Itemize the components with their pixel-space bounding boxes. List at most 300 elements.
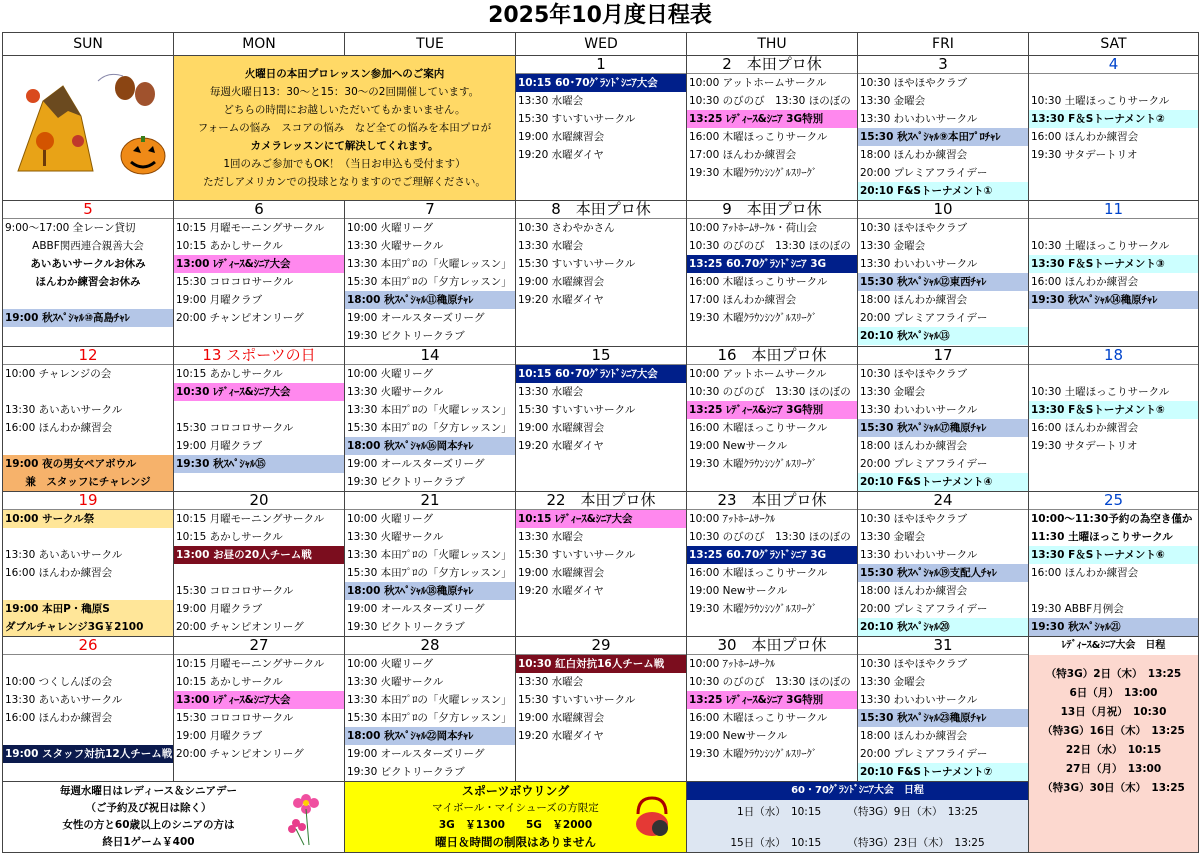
event: 17:00 ほんわか練習会: [689, 294, 797, 306]
event: 15:30 コロコロサークル: [176, 712, 294, 724]
day-cell: [516, 56, 687, 201]
event: 15:30 秋ｽﾍﾟｼｬﾙ⑰穐原ﾁｬﾚ: [858, 419, 1028, 437]
day-cell: [687, 347, 858, 492]
event: 19:00 夜の男女ペアボウル: [3, 455, 173, 473]
footer-line: 毎週水曜日はレディース＆シニアデー: [59, 785, 238, 797]
sports-line: マイボール・マイシューズの方限定: [432, 802, 599, 814]
event: 16:00 ほんわか練習会: [1031, 422, 1139, 434]
event: 13:25 60.70ｸﾞﾗﾝﾄﾞｼﾆｱ 3G: [687, 255, 857, 273]
event: 16:00 ほんわか練習会: [1031, 131, 1139, 143]
event: [1029, 219, 1198, 237]
event: 13:30 火曜サークル: [347, 386, 444, 398]
event: [3, 383, 173, 401]
event: 10:30 のびのび 13:30 ほのぼの: [689, 676, 851, 688]
day-number: 7: [345, 201, 515, 219]
event: 10:15 あかしサークル: [176, 240, 283, 252]
day-cell: [858, 347, 1029, 492]
event: 13:30 わいわいサークル: [860, 404, 978, 416]
day-number: 21: [345, 492, 515, 510]
event: 19:30 ビクトリークラブ: [347, 330, 465, 342]
notice-line: ただしアメリカンでの投球となりますのでご理解ください。: [203, 176, 486, 188]
day-number: 19: [3, 492, 173, 510]
weekday-wed: WED: [516, 33, 687, 56]
event: 19:00 オールスターズリーグ: [347, 458, 485, 470]
day-cell: [516, 637, 687, 782]
event: 13:30 火曜サークル: [347, 531, 444, 543]
ladies-schedule-title: ﾚﾃﾞｨｰｽ&ｼﾆｱ大会 日程: [1029, 637, 1198, 655]
day-number: 11: [1029, 201, 1198, 219]
footer-line: 終日1ゲーム￥400: [102, 836, 195, 848]
event: 11:30 土曜ほっこりサークル: [1031, 531, 1173, 543]
event: 20:10 F&Sトーナメント①: [858, 182, 1028, 200]
event: 10:00 火曜リーグ: [347, 368, 434, 380]
day-cell: [345, 637, 516, 782]
day-cell: [516, 492, 687, 637]
event: 10:15 60･70ｸﾞﾗﾝﾄﾞｼﾆｱ大会: [516, 365, 686, 383]
event: 13:30 本田ﾌﾟﾛの「火曜レッスン」: [347, 549, 512, 561]
day-number: 12: [3, 347, 173, 365]
event: 13:30 わいわいサークル: [860, 549, 978, 561]
notice-line: どちらの時間にお越しいただいてもかまいません。: [223, 104, 466, 116]
week-row-4: [3, 492, 1199, 637]
day-cell: [858, 201, 1029, 347]
event: 18:00 秋ｽﾍﾟｼｬﾙ⑪穐原ﾁｬﾚ: [345, 291, 515, 309]
event: 19:00 本田P・穐原S: [3, 600, 173, 618]
event: 16:00 ほんわか練習会: [5, 567, 113, 579]
event: 19:30 ビクトリークラブ: [347, 476, 465, 488]
lesson-notice: [174, 56, 516, 201]
event: 20:00 チャンピオンリーグ: [176, 621, 304, 633]
event: 13:30 金曜会: [860, 531, 926, 543]
ladies-schedule-item: （特3G）16日（木） 13:25: [1042, 725, 1185, 737]
event: 13:30 本田ﾌﾟﾛの「火曜レッスン」: [347, 404, 512, 416]
ladies-schedule-item: 22日（水） 10:15: [1065, 744, 1162, 756]
event: 15:30 コロコロサークル: [176, 585, 294, 597]
page-title: 2025年10月度日程表: [488, 3, 712, 28]
event: 10:15 あかしサークル: [176, 531, 283, 543]
day-cell: [3, 201, 174, 347]
event: 19:30 ABBF月例会: [1031, 603, 1124, 615]
event: 18:00 ほんわか練習会: [860, 294, 968, 306]
event: [1029, 582, 1198, 600]
event: 10:15 あかしサークル: [176, 676, 283, 688]
sports-line: 曜日＆時間の制限はありません: [435, 835, 596, 849]
day-number: 26: [3, 637, 173, 655]
event: 18:00 ほんわか練習会: [860, 440, 968, 452]
event: 15:30 すいすいサークル: [518, 549, 636, 561]
event: 15:30 すいすいサークル: [518, 694, 636, 706]
notice-line: 火曜日の本田プロレッスン参加へのご案内: [244, 68, 445, 80]
event: 15:30 本田ﾌﾟﾛの「夕方レッスン」: [347, 567, 512, 579]
event: 10:30 さわやかさん: [518, 222, 615, 234]
event: 19:20 水曜ダイヤ: [518, 440, 604, 452]
autumn-mountain-icon: [3, 56, 173, 192]
event: ダブルチャレンジ3G￥2100: [3, 618, 173, 636]
day-cell: [858, 637, 1029, 782]
event: 10:00 火曜リーグ: [347, 513, 434, 525]
event: 13:25 60.70ｸﾞﾗﾝﾄﾞｼﾆｱ 3G: [687, 546, 857, 564]
event: ABBF関西連合親善大会: [32, 240, 144, 252]
event: 20:10 F&Sトーナメント④: [858, 473, 1028, 491]
event: 10:00 ｱｯﾄﾎｰﾑｻｰｸﾙ・荷山会: [689, 222, 818, 234]
event: [3, 528, 173, 546]
day-cell: [687, 637, 858, 782]
event: 10:30 のびのび 13:30 ほのぼの: [689, 240, 851, 252]
event: 13:30 F＆Sトーナメント②: [1029, 110, 1198, 128]
day-number: 6: [174, 201, 344, 219]
event: 20:10 秋ｽﾍﾟｼｬﾙ⑬: [858, 327, 1028, 345]
day-cell: [345, 492, 516, 637]
event: 13:30 火曜サークル: [347, 240, 444, 252]
day-number: 10: [858, 201, 1028, 219]
ladies-schedule-item: （特3G）30日（木） 13:25: [1042, 782, 1185, 794]
event: 19:30 秋ｽﾍﾟｼｬﾙ㉑: [1029, 618, 1198, 636]
event: 19:00 月曜クラブ: [176, 440, 263, 452]
day-cell: [1029, 492, 1199, 637]
day-number: 15: [516, 347, 686, 365]
weekday-sun: SUN: [3, 33, 174, 56]
event: 16:00 ほんわか練習会: [5, 712, 113, 724]
event: 10:00 火曜リーグ: [347, 658, 434, 670]
event: 13:30 F＆Sトーナメント⑥: [1029, 546, 1198, 564]
week-row-5: [3, 637, 1199, 782]
event: 10:30 ほやほやクラブ: [860, 368, 968, 380]
event: 10:15 月曜モーニングサークル: [176, 658, 325, 670]
event: 10:15 60･70ｸﾞﾗﾝﾄﾞｼﾆｱ大会: [516, 74, 686, 92]
day-cell: [1029, 56, 1199, 201]
event: 16:00 木曜ほっこりサークル: [689, 567, 828, 579]
event: 19:30 木曜ｸﾗｳﾝｼﾝｸﾞﾙｽﾘｰｸﾞ: [689, 312, 818, 324]
event: 10:30 のびのび 13:30 ほのぼの: [689, 531, 851, 543]
weekday-tue: TUE: [345, 33, 516, 56]
ladies-schedule-item: 6日（月） 13:00: [1069, 687, 1158, 699]
event: 13:30 水曜会: [518, 240, 584, 252]
ladies-schedule-item: 13日（月祝） 10:30: [1060, 706, 1167, 718]
event: あいあいサークルお休み: [30, 258, 146, 270]
event: 20:00 プレミアフライデー: [860, 748, 988, 760]
day-cell: [858, 492, 1029, 637]
event: 10:00 サークル祭: [3, 510, 173, 528]
day-number: 20: [174, 492, 344, 510]
event: [3, 655, 173, 673]
event: 10:30 ほやほやクラブ: [860, 658, 968, 670]
event: 19:30 サタデートリオ: [1031, 149, 1138, 161]
event: [3, 437, 173, 455]
day-cell: [3, 637, 174, 782]
event: 15:30 すいすいサークル: [518, 404, 636, 416]
day-number: 2 本田プロ休: [687, 56, 857, 74]
ladies-schedule-item: （特3G）2日（木） 13:25: [1045, 668, 1182, 680]
day-cell: [3, 347, 174, 492]
day-number: 13 スポーツの日: [174, 347, 344, 365]
event: 13:30 水曜会: [518, 95, 584, 107]
event: 13:25 ﾚﾃﾞｨｰｽ&ｼﾆｱ 3G特別: [687, 401, 857, 419]
event: 13:30 水曜会: [518, 531, 584, 543]
event: 15:30 秋ｽﾍﾟｼｬﾙ⑫東西ﾁｬﾚ: [858, 273, 1028, 291]
event: 13:30 あいあいサークル: [5, 549, 123, 561]
event: 19:20 水曜ダイヤ: [518, 730, 604, 742]
event: 15:30 コロコロサークル: [176, 422, 294, 434]
event: 13:00 お昼の20人チーム戦: [174, 546, 344, 564]
day-number: 22 本田プロ休: [516, 492, 686, 510]
event: 20:00 チャンピオンリーグ: [176, 748, 304, 760]
day-cell: [174, 347, 345, 492]
event: 10:00 アットホームサークル: [689, 77, 827, 89]
sports-line: スポーツボウリング: [461, 784, 570, 798]
day-number: 18: [1029, 347, 1198, 365]
event: 19:00 月曜クラブ: [176, 294, 263, 306]
event: 13:30 本田ﾌﾟﾛの「火曜レッスン」: [347, 694, 512, 706]
event: [174, 564, 344, 582]
event: 18:00 ほんわか練習会: [860, 730, 968, 742]
event: 13:25 ﾚﾃﾞｨｰｽ&ｼﾆｱ 3G特別: [687, 110, 857, 128]
event: 13:30 わいわいサークル: [860, 258, 978, 270]
day-number: 28: [345, 637, 515, 655]
event: 19:30 ビクトリークラブ: [347, 766, 465, 778]
day-number: 23 本田プロ休: [687, 492, 857, 510]
event: 13:30 あいあいサークル: [5, 694, 123, 706]
ladies-schedule-item: 27日（月） 13:00: [1065, 763, 1162, 775]
event: 19:30 木曜ｸﾗｳﾝｼﾝｸﾞﾙｽﾘｰｸﾞ: [689, 603, 818, 615]
weekday-mon: MON: [174, 33, 345, 56]
event: 16:00 木曜ほっこりサークル: [689, 712, 828, 724]
event: 15:30 コロコロサークル: [176, 276, 294, 288]
event: 13:30 わいわいサークル: [860, 694, 978, 706]
event: [174, 401, 344, 419]
day-cell: [1029, 201, 1199, 347]
ladies-senior-schedule: [1029, 637, 1199, 853]
event: 19:00 水曜練習会: [518, 567, 605, 579]
event: 10:15 ﾚﾃﾞｨｰｽ&ｼﾆｱ大会: [516, 510, 686, 528]
event: 16:00 木曜ほっこりサークル: [689, 422, 828, 434]
event: 19:00 水曜練習会: [518, 276, 605, 288]
event: 10:00 チャレンジの会: [5, 368, 112, 380]
event: 15:30 本田ﾌﾟﾛの「夕方レッスン」: [347, 712, 512, 724]
event: [3, 727, 173, 745]
notice-line: 毎週火曜日13：30～と15：30～の2回開催しています。: [209, 86, 480, 98]
sports-line: 3G ￥1300 5G ￥2000: [438, 819, 593, 831]
event: 15:30 すいすいサークル: [518, 113, 636, 125]
week-row-1: [3, 56, 1199, 201]
week-row-2: [3, 201, 1199, 347]
event: 19:00 水曜練習会: [518, 131, 605, 143]
calendar-grid: [2, 32, 1199, 853]
day-number: 14: [345, 347, 515, 365]
day-cell: [345, 347, 516, 492]
day-cell: [174, 637, 345, 782]
event: 19:30 木曜ｸﾗｳﾝｼﾝｸﾞﾙｽﾘｰｸﾞ: [689, 458, 818, 470]
event: 18:00 秋ｽﾍﾟｼｬﾙ⑯岡本ﾁｬﾚ: [345, 437, 515, 455]
event: 10:30 のびのび 13:30 ほのぼの: [689, 95, 851, 107]
event: [1029, 74, 1198, 92]
day-number: 24: [858, 492, 1028, 510]
event: 10:00 ｱｯﾄﾎｰﾑｻｰｸﾙ: [689, 658, 776, 670]
event: 13:30 水曜会: [518, 676, 584, 688]
event: 16:00 ほんわか練習会: [1031, 276, 1139, 288]
event: 18:00 ほんわか練習会: [860, 585, 968, 597]
weekday-thu: THU: [687, 33, 858, 56]
event: 19:00 オールスターズリーグ: [347, 603, 485, 615]
event: 19:00 水曜練習会: [518, 712, 605, 724]
day-cell: [345, 201, 516, 347]
event: 10:15 月曜モーニングサークル: [176, 222, 325, 234]
event: 19:30 秋ｽﾍﾟｼｬﾙ⑭穐原ﾁｬﾚ: [1029, 291, 1198, 309]
bowling-bag-icon: [630, 794, 674, 838]
autumn-illustration: [3, 56, 174, 201]
day-number: 8 本田プロ休: [516, 201, 686, 219]
event: 19:00 月曜クラブ: [176, 603, 263, 615]
event: 19:20 水曜ダイヤ: [518, 294, 604, 306]
event: [1029, 365, 1198, 383]
event: 15:30 秋ｽﾍﾟｼｬﾙ⑲支配人ﾁｬﾚ: [858, 564, 1028, 582]
event: 19:00 秋ｽﾍﾟｼｬﾙ⑩高島ﾁｬﾚ: [3, 309, 173, 327]
event: 16:00 木曜ほっこりサークル: [689, 131, 828, 143]
event: 10:30 ほやほやクラブ: [860, 222, 968, 234]
event: [3, 291, 173, 309]
event: 18:00 秋ｽﾍﾟｼｬﾙ⑱穐原ﾁｬﾚ: [345, 582, 515, 600]
day-number: 31: [858, 637, 1028, 655]
event: 20:00 チャンピオンリーグ: [176, 312, 304, 324]
notice-line: カメラレッスンにて解決してくれます。: [250, 140, 439, 152]
event: 16:00 ほんわか練習会: [1031, 567, 1139, 579]
day-cell: [516, 201, 687, 347]
event: 13:30 金曜会: [860, 676, 926, 688]
event: 19:00 スタッフ対抗12人チーム戦: [3, 745, 173, 763]
event: 10:00 アットホームサークル: [689, 368, 827, 380]
event: 13:30 あいあいサークル: [5, 404, 123, 416]
event: 10:30 ほやほやクラブ: [860, 513, 968, 525]
grand-senior-schedule: [687, 782, 1029, 853]
event: 13:30 火曜サークル: [347, 676, 444, 688]
event: 17:00 ほんわか練習会: [689, 149, 797, 161]
event: 19:30 ビクトリークラブ: [347, 621, 465, 633]
event: 19:00 Newサークル: [689, 730, 788, 742]
event: 15:30 秋ｽﾍﾟｼｬﾙ⑨本田ﾌﾟﾛﾁｬﾚ: [858, 128, 1028, 146]
day-cell: [687, 56, 858, 201]
event: 19:00 Newサークル: [689, 440, 788, 452]
event: 15:30 本田ﾌﾟﾛの「夕方レッスン」: [347, 276, 512, 288]
event: 13:30 わいわいサークル: [860, 113, 978, 125]
event: 10:00 火曜リーグ: [347, 222, 434, 234]
event: 10:30 ﾚﾃﾞｨｰｽ&ｼﾆｱ大会: [174, 383, 344, 401]
event: 10:00～11:30予約の為空き僅か: [1031, 513, 1193, 525]
event: 10:15 月曜モーニングサークル: [176, 513, 325, 525]
notice-line: 1回のみご参加でもOK！（当日お申込も受付ます）: [223, 158, 466, 170]
day-number: 16 本田プロ休: [687, 347, 857, 365]
day-cell: [3, 492, 174, 637]
event: 13:00 ﾚﾃﾞｨｰｽ&ｼﾆｱ大会: [174, 691, 344, 709]
event: ほんわか練習会お休み: [35, 276, 141, 288]
day-number: 25: [1029, 492, 1198, 510]
event: 19:00 オールスターズリーグ: [347, 748, 485, 760]
week-row-3: [3, 347, 1199, 492]
cosmos-flower-icon: [284, 787, 334, 847]
event: 13:30 金曜会: [860, 240, 926, 252]
day-number: 30 本田プロ休: [687, 637, 857, 655]
event: 20:10 F&Sトーナメント⑦: [858, 763, 1028, 781]
grand-schedule-line: 15日（水） 10:15 （特3G）23日（木） 13:25: [730, 837, 985, 849]
event: 20:00 プレミアフライデー: [860, 603, 988, 615]
event: 18:00 ほんわか練習会: [860, 149, 968, 161]
event: 15:30 すいすいサークル: [518, 258, 636, 270]
day-number: 1: [516, 56, 686, 74]
event: 19:30 秋ｽﾍﾟｼｬﾙ⑮: [174, 455, 344, 473]
event: 9:00～17:00 全レーン貸切: [5, 222, 136, 234]
day-cell: [1029, 347, 1199, 492]
weekday-sat: SAT: [1029, 33, 1199, 56]
grand-schedule-title: 60・70ｸﾞﾗﾝﾄﾞｼﾆｱ大会 日程: [687, 782, 1028, 800]
event: 13:30 水曜会: [518, 386, 584, 398]
event: 13:00 ﾚﾃﾞｨｰｽ&ｼﾆｱ大会: [174, 255, 344, 273]
weekday-fri: FRI: [858, 33, 1029, 56]
event: 10:30 のびのび 13:30 ほのぼの: [689, 386, 851, 398]
event: 20:10 秋ｽﾍﾟｼｬﾙ⑳: [858, 618, 1028, 636]
event: 兼 スタッフにチャレンジ: [3, 473, 173, 491]
event: 13:25 ﾚﾃﾞｨｰｽ&ｼﾆｱ 3G特別: [687, 691, 857, 709]
day-number: 5: [3, 201, 173, 219]
day-number: 29: [516, 637, 686, 655]
footer-row: [3, 782, 1199, 853]
event: 10:30 紅白対抗16人チーム戦: [516, 655, 686, 673]
footer-line: 女性の方と60歳以上のシニアの方は: [62, 819, 235, 831]
notice-line: フォームの悩み スコアの悩み など全ての悩みを本田プロが: [197, 122, 492, 134]
event: 19:00 オールスターズリーグ: [347, 312, 485, 324]
sports-bowling-notice: [345, 782, 687, 853]
event: 19:00 Newサークル: [689, 585, 788, 597]
event: 10:30 土曜ほっこりサークル: [1031, 95, 1170, 107]
event: 10:00 ｱｯﾄﾎｰﾑｻｰｸﾙ: [689, 513, 776, 525]
event: 10:30 土曜ほっこりサークル: [1031, 240, 1170, 252]
event: 13:30 F＆Sトーナメント③: [1029, 255, 1198, 273]
event: 18:00 秋ｽﾍﾟｼｬﾙ㉒岡本ﾁｬﾚ: [345, 727, 515, 745]
day-cell: [687, 492, 858, 637]
day-cell: [174, 492, 345, 637]
event: 16:00 木曜ほっこりサークル: [689, 276, 828, 288]
event: 10:00 つくしんぼの会: [5, 676, 113, 688]
event: 10:30 ほやほやクラブ: [860, 77, 968, 89]
event: 15:30 本田ﾌﾟﾛの「夕方レッスン」: [347, 422, 512, 434]
day-number: 17: [858, 347, 1028, 365]
event: 19:30 サタデートリオ: [1031, 440, 1138, 452]
day-number: 9 本田プロ休: [687, 201, 857, 219]
day-cell: [687, 201, 858, 347]
event: 20:00 プレミアフライデー: [860, 458, 988, 470]
event: 10:30 土曜ほっこりサークル: [1031, 386, 1170, 398]
day-number: 27: [174, 637, 344, 655]
event: 20:00 プレミアフライデー: [860, 312, 988, 324]
event: 16:00 ほんわか練習会: [5, 422, 113, 434]
event: 19:20 水曜ダイヤ: [518, 149, 604, 161]
event: 19:00 水曜練習会: [518, 422, 605, 434]
grand-schedule-line: 1日（水） 10:15 （特3G）9日（木） 13:25: [737, 806, 978, 818]
event: 19:30 木曜ｸﾗｳﾝｼﾝｸﾞﾙｽﾘｰｸﾞ: [689, 167, 818, 179]
day-cell: [858, 56, 1029, 201]
event: 20:00 プレミアフライデー: [860, 167, 988, 179]
event: 13:30 金曜会: [860, 386, 926, 398]
event: 19:00 月曜クラブ: [176, 730, 263, 742]
event: 19:30 木曜ｸﾗｳﾝｼﾝｸﾞﾙｽﾘｰｸﾞ: [689, 748, 818, 760]
day-number: 4: [1029, 56, 1198, 74]
day-cell: [174, 201, 345, 347]
event: [3, 582, 173, 600]
weekday-header-row: [3, 33, 1199, 56]
event: 19:20 水曜ダイヤ: [518, 585, 604, 597]
event: 13:30 本田ﾌﾟﾛの「火曜レッスン」: [347, 258, 512, 270]
day-number: 3: [858, 56, 1028, 74]
event: 15:30 秋ｽﾍﾟｼｬﾙ㉓穐原ﾁｬﾚ: [858, 709, 1028, 727]
event: 13:30 金曜会: [860, 95, 926, 107]
footer-line: （ご予約及び祝日は除く）: [85, 802, 212, 814]
